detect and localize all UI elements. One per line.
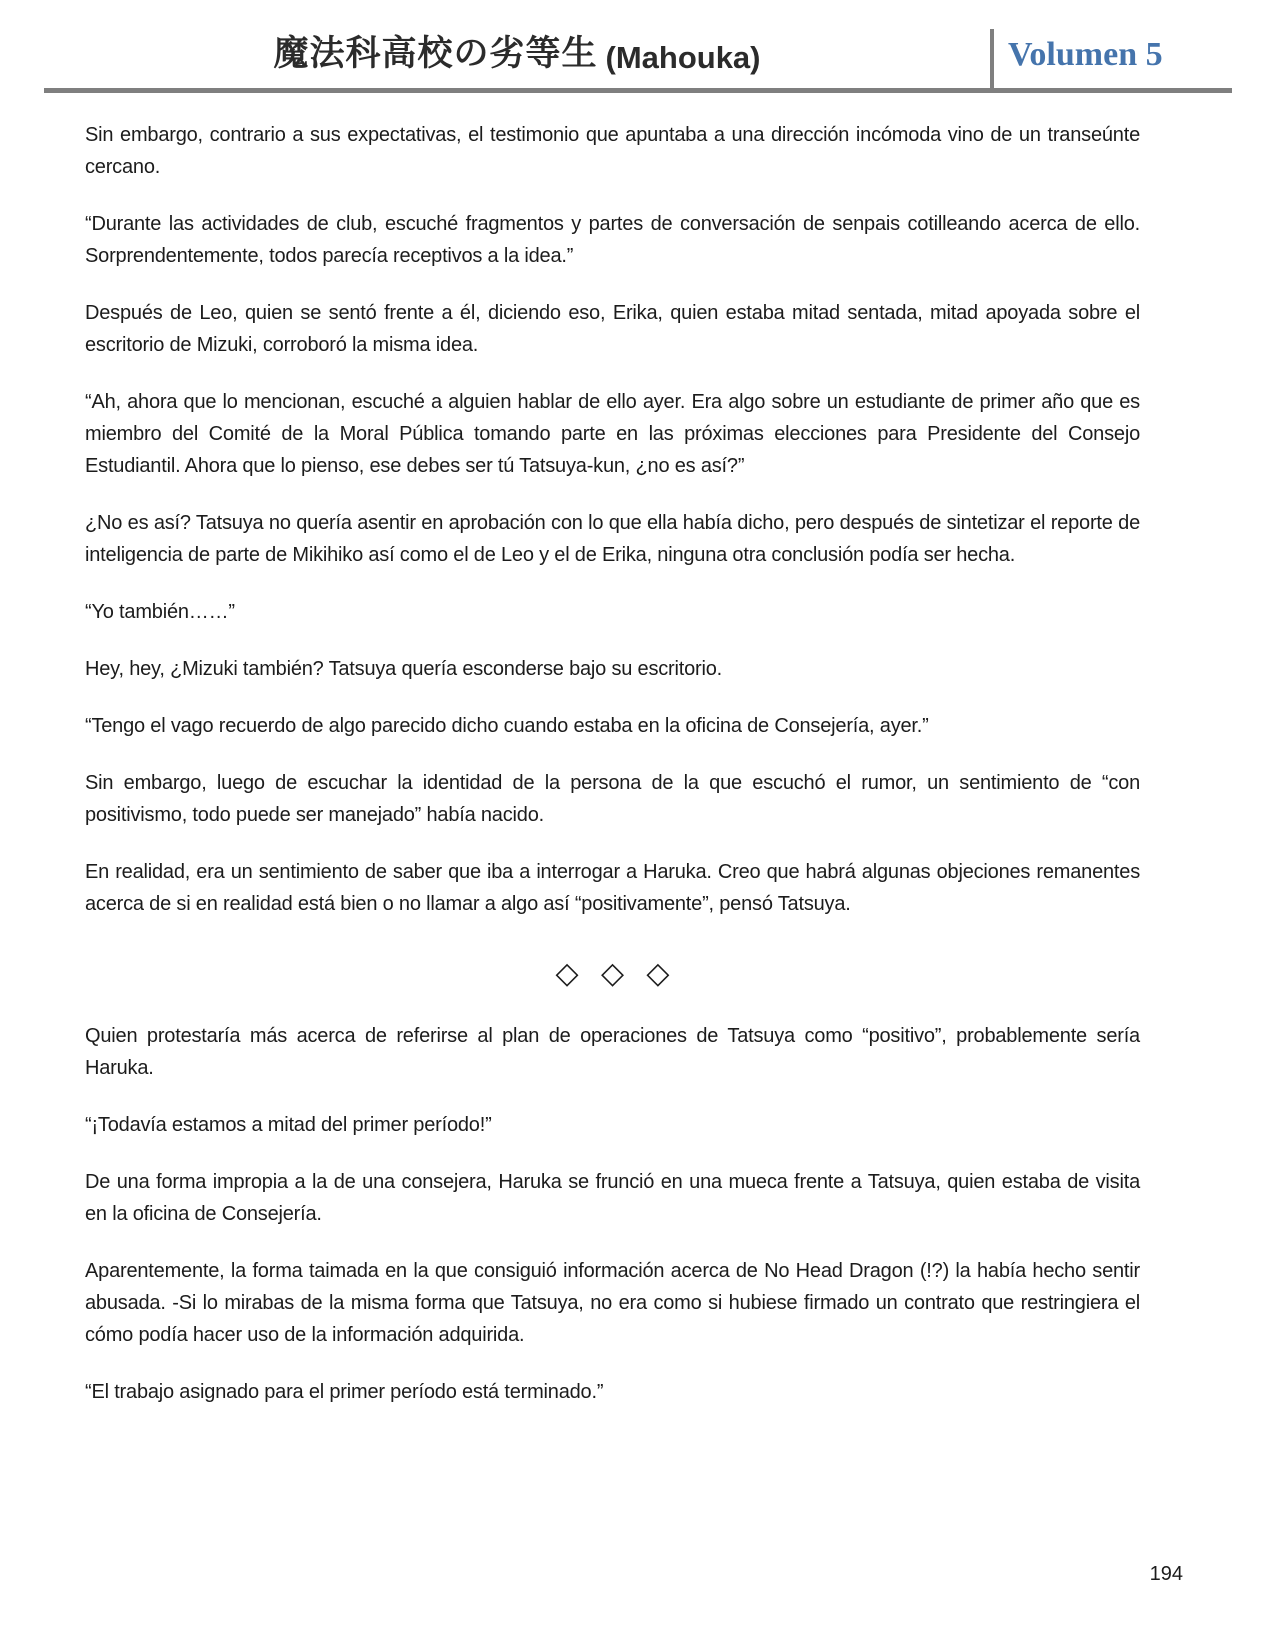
scene-break-diamonds: ◇ ◇ ◇ xyxy=(555,957,670,990)
header-title-area xyxy=(44,0,990,88)
paragraph: “Yo también……” xyxy=(85,601,235,623)
paragraph: Quien protestaría más acerca de referirse al plan de operaciones de Tatsuya como “positivo”, probablemente sería Haruka. xyxy=(85,1025,1140,1079)
paragraph: Sin embargo, luego de escuchar la identidad de la persona de la que escuchó el rumor, un sentimiento de “con positivismo, todo puede ser manejado” había nacido. xyxy=(85,772,1140,826)
paragraph: Sin embargo, contrario a sus expectativas, el testimonio que apuntaba a una dirección incómoda vino de un transeúnte cercano. xyxy=(85,124,1140,178)
volume-label: Volumen 5 xyxy=(1008,36,1163,73)
paragraph: Después de Leo, quien se sentó frente a él, diciendo eso, Erika, quien estaba mitad sentada, mitad apoyada sobre el escritorio de Mizuki, corroboró la misma idea. xyxy=(85,302,1140,356)
body-text xyxy=(85,119,1140,1408)
paragraph: ¿No es así? Tatsuya no quería asentir en aprobación con lo que ella había dicho, pero después de sintetizar el reporte de inteligencia de parte de Mikihiko así como el de Leo y el de Erika, ninguna otra conclusión podía ser hecha. xyxy=(85,512,1140,566)
page-header xyxy=(44,0,1232,93)
paragraph: De una forma impropia a la de una consejera, Haruka se frunció en una mueca frente a Tatsuya, quien estaba de visita en la oficina de Consejería. xyxy=(85,1171,1140,1225)
page-number: 194 xyxy=(1149,1563,1183,1585)
paragraph: “El trabajo asignado para el primer período está terminado.” xyxy=(85,1381,604,1403)
paragraph: “¡Todavía estamos a mitad del primer período!” xyxy=(85,1114,492,1136)
paragraph: “Durante las actividades de club, escuché fragmentos y partes de conversación de senpais cotilleando acerca de ello. Sorprendentemente, todos parecía receptivos a la idea.” xyxy=(85,213,1140,267)
page-title-romaji: (Mahouka) xyxy=(605,40,761,75)
page-title-japanese: 魔法科高校の劣等生 xyxy=(273,33,598,74)
header-volume-area xyxy=(994,0,1232,88)
paragraph: “Ah, ahora que lo mencionan, escuché a alguien hablar de ello ayer. Era algo sobre un estudiante de primer año que es miembro del Comité de la Moral Pública tomando parte en las próximas elecciones para Presidente del Consejo Estudiantil. Ahora que lo pienso, ese debes ser tú Tatsuya-kun, ¿no es así?” xyxy=(85,391,1140,477)
paragraph: Hey, hey, ¿Mizuki también? Tatsuya quería esconderse bajo su escritorio. xyxy=(85,658,723,680)
paragraph: Aparentemente, la forma taimada en la que consiguió información acerca de No Head Dragon (!?) la había hecho sentir abusada. -Si lo mirabas de la misma forma que Tatsuya, no era como si hubiese firmado un contrato que restringiera el cómo podía hacer uso de la información adquirida. xyxy=(85,1260,1140,1346)
paragraph: “Tengo el vago recuerdo de algo parecido dicho cuando estaba en la oficina de Consejería, ayer.” xyxy=(85,715,929,737)
paragraph: En realidad, era un sentimiento de saber que iba a interrogar a Haruka. Creo que habrá algunas objeciones remanentes acerca de si en realidad está bien o no llamar a algo así “positivamente”, pensó Tatsuya. xyxy=(85,861,1140,915)
